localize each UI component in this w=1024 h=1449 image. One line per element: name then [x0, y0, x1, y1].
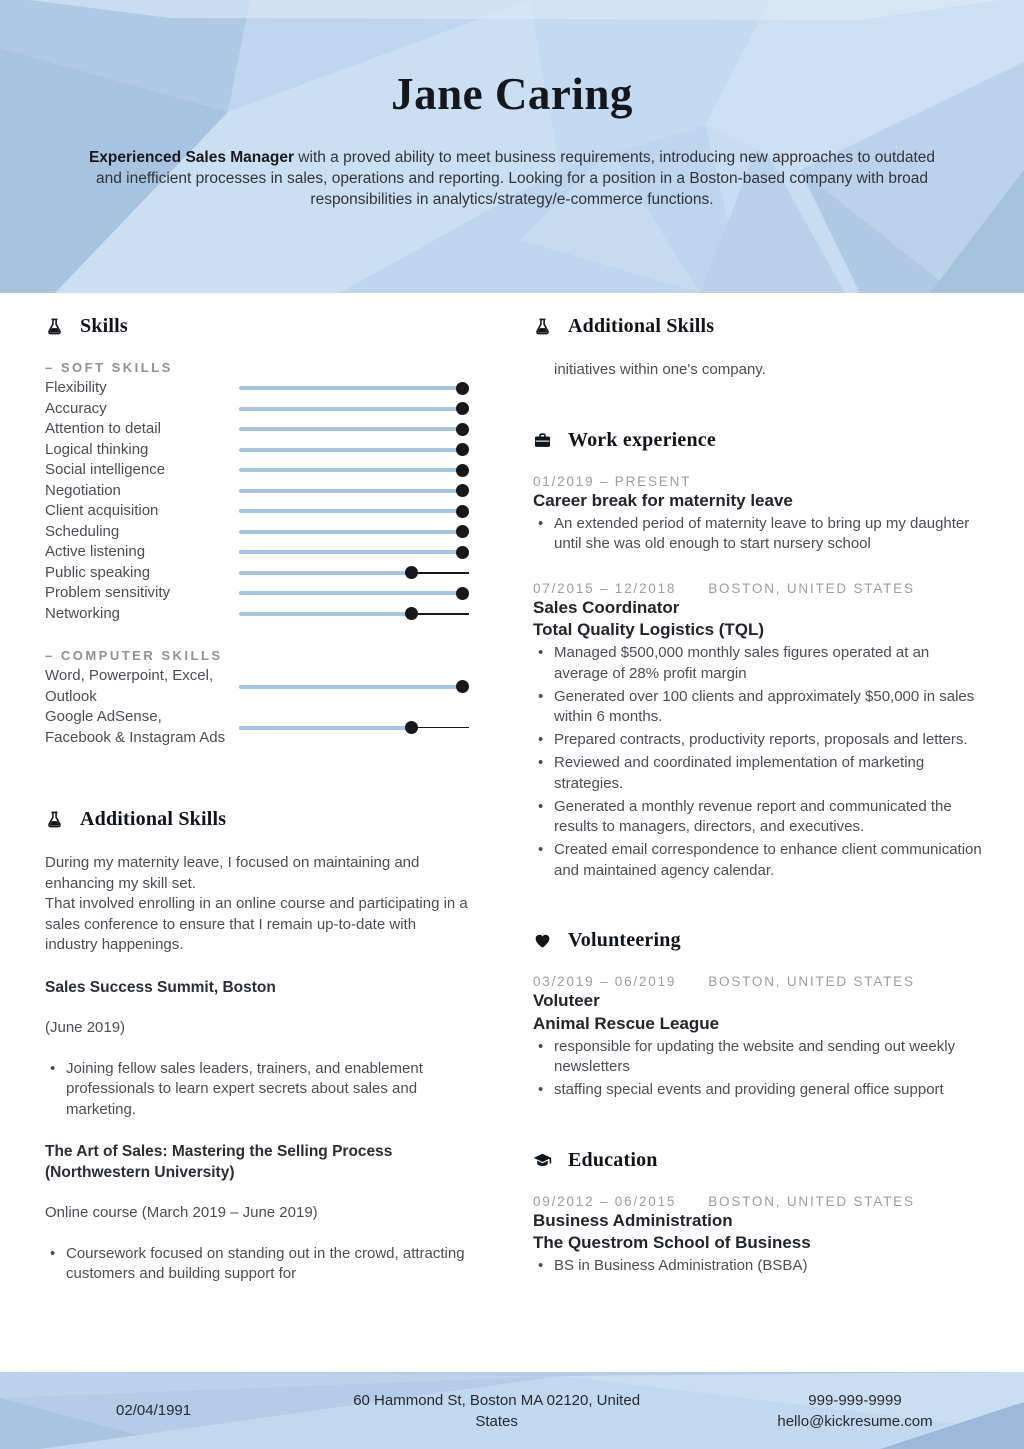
bullet-item: • An extended period of maternity leave to bring up my daughter until she was old enough to start nursery school — [533, 514, 984, 555]
skill-rating-bar — [239, 721, 469, 735]
skill-bar-dot — [456, 680, 469, 693]
volunteering-entries — [533, 974, 984, 1101]
skill-name: Public speaking — [45, 563, 151, 581]
skill-row — [45, 563, 469, 584]
skill-bar-dot — [405, 566, 418, 579]
entry-title: Animal Rescue League — [533, 1013, 720, 1033]
entry-title: Sales Coordinator — [533, 597, 680, 617]
skill-name: Active listening — [45, 543, 146, 560]
bullet-list — [45, 1244, 469, 1285]
skill-bar-fill — [239, 685, 469, 689]
skill-row — [45, 522, 469, 543]
entry-meta — [533, 974, 984, 989]
skill-row — [45, 481, 469, 502]
entry — [533, 1194, 984, 1277]
skill-bar-dot — [456, 423, 469, 436]
skill-name: Negotiation — [45, 481, 121, 499]
work-experience-label: Work experience — [568, 428, 716, 451]
skill-row — [45, 666, 469, 707]
entry-meta — [533, 581, 984, 596]
skill-rating-bar — [239, 402, 469, 416]
page-title: Jane Caring — [391, 69, 633, 119]
entry-date: 09/2012 – 06/2015 — [533, 1193, 677, 1209]
skill-group — [45, 648, 469, 748]
skill-bar-fill — [239, 489, 469, 493]
bullet-list — [45, 1059, 469, 1121]
footer-email: hello@kickresume.com — [777, 1412, 933, 1430]
flask-icon — [45, 317, 64, 336]
entry-title: Total Quality Logistics (TQL) — [533, 620, 765, 639]
course-title: Sales Success Summit, Boston — [45, 978, 276, 996]
skill-bar-dot — [456, 402, 469, 415]
skill-rating-bar — [239, 443, 469, 457]
bullet-item: • Joining fellow sales leaders, trainers, and enablement professionals to learn expert secrets about sales and marketing. — [45, 1059, 469, 1121]
skill-rating-bar — [239, 566, 469, 580]
skill-name: Accuracy — [45, 399, 107, 417]
footer-address — [307, 1390, 686, 1432]
entry-meta — [533, 1194, 984, 1209]
skill-row — [45, 460, 469, 481]
skill-group-label: – COMPUTER SKILLS — [45, 648, 223, 663]
skill-rating-bar — [239, 381, 469, 395]
skill-rating-bar — [239, 422, 469, 436]
additional-skills-intro — [45, 853, 469, 956]
additional-skills-left-heading — [45, 808, 469, 831]
course-subtitle: (June 2019) — [45, 1019, 126, 1036]
section-additional-skills-left — [45, 808, 469, 1285]
skill-row — [45, 419, 469, 440]
skills-groups — [45, 360, 469, 748]
skill-bar-fill — [239, 530, 469, 534]
entry-title: Voluteer — [533, 991, 600, 1010]
volunteering-heading — [533, 929, 984, 952]
section-additional-skills-right — [533, 315, 984, 381]
skill-bar-fill — [239, 407, 469, 411]
entry-meta — [533, 474, 984, 489]
additional-skills-right-label: Additional Skills — [568, 315, 715, 337]
skill-bar-fill — [239, 591, 469, 595]
bullet-item: • responsible for updating the website and sending out weekly newsletters — [533, 1037, 984, 1078]
skill-bar-dot — [456, 525, 469, 538]
footer-address-text: 60 Hammond St, Boston MA 02120, United States — [353, 1391, 641, 1430]
additional-skills-right-heading — [533, 315, 984, 338]
skill-row — [45, 378, 469, 399]
skill-name: Problem sensitivity — [45, 584, 171, 601]
heart-icon — [533, 931, 552, 950]
skill-row — [45, 440, 469, 461]
footer-columns — [0, 1372, 1024, 1449]
bullet-item: • BS in Business Administration (BSBA) — [533, 1256, 984, 1277]
entry-date: 01/2019 – PRESENT — [533, 473, 692, 489]
skill-bar-dot — [456, 382, 469, 395]
footer — [0, 1372, 1024, 1449]
skill-bar-dot — [456, 505, 469, 518]
additional-skills-continuation: initiatives within one's company. — [554, 361, 766, 378]
left-column — [45, 315, 469, 1285]
skill-bar-fill — [239, 509, 469, 513]
bullet-item: • Prepared contracts, productivity reports, proposals and letters. — [533, 730, 984, 751]
skill-rating-bar — [239, 607, 469, 621]
flask-icon — [533, 317, 552, 336]
skill-bar-fill — [239, 550, 469, 554]
skill-row — [45, 399, 469, 420]
bullet-item: • Managed $500,000 monthly sales figures operated at an average of 28% profit margin — [533, 643, 984, 684]
bullet-item: • Created email correspondence to enhance client communication and maintained agency calendar. — [533, 840, 984, 881]
work-entries — [533, 474, 984, 882]
bullet-item: • Reviewed and coordinated implementation of marketing strategies. — [533, 753, 984, 794]
skill-name: Social intelligence — [45, 461, 166, 478]
entry-date: 07/2015 – 12/2018 — [533, 580, 677, 596]
bullet-item: • Generated a monthly revenue report and communicated the results to managers, directors, and executives. — [533, 797, 984, 838]
skill-bar-fill — [239, 468, 469, 472]
content — [0, 293, 1024, 1285]
skill-rating-bar — [239, 463, 469, 477]
skill-bar-rail — [418, 572, 469, 574]
briefcase-icon — [533, 431, 552, 450]
skill-rating-bar — [239, 525, 469, 539]
course-item — [45, 1142, 469, 1285]
education-entries — [533, 1194, 984, 1277]
skill-bar-fill — [239, 726, 418, 730]
skill-bar-rail — [418, 727, 469, 729]
work-experience-heading — [533, 429, 984, 452]
graduation-cap-icon — [533, 1151, 552, 1170]
intro-line: During my maternity leave, I focused on maintaining and enhancing my skill set. — [45, 854, 420, 892]
skill-name: Google AdSense, Facebook & Instagram Ads — [45, 708, 226, 746]
skills-heading-label: Skills — [80, 315, 128, 337]
skill-name: Flexibility — [45, 379, 107, 396]
summary-highlight: Experienced Sales Manager — [88, 149, 294, 166]
skill-bar-fill — [239, 448, 469, 452]
skill-rating-bar — [239, 545, 469, 559]
course-list — [45, 978, 469, 1285]
right-column — [533, 315, 984, 1285]
skill-bar-dot — [456, 546, 469, 559]
education-label: Education — [568, 1148, 658, 1171]
bullet-list — [533, 1037, 984, 1101]
flask-icon — [45, 810, 64, 829]
bullet-item: • Generated over 100 clients and approximately $50,000 in sales within 6 months. — [533, 687, 984, 728]
header — [0, 0, 1024, 293]
skill-bar-dot — [405, 721, 418, 734]
skill-rating-bar — [239, 484, 469, 498]
skill-name: Attention to detail — [45, 420, 161, 437]
section-skills — [45, 315, 469, 748]
entry-title: Business Administration — [533, 1210, 733, 1230]
course-item — [45, 978, 469, 1121]
footer-date-of-birth: 02/04/1991 — [116, 1402, 192, 1419]
skill-row — [45, 707, 469, 748]
additional-skills-left-label: Additional Skills — [80, 808, 227, 830]
bullet-list — [533, 643, 984, 881]
skill-row — [45, 542, 469, 563]
skill-bar-dot — [456, 587, 469, 600]
skill-name: Scheduling — [45, 522, 120, 540]
footer-contact — [686, 1390, 1024, 1432]
skills-heading — [45, 315, 469, 338]
entry-title: The Questrom School of Business — [533, 1233, 811, 1252]
skill-bar-fill — [239, 386, 469, 390]
bullet-list — [533, 514, 984, 555]
skill-group — [45, 360, 469, 624]
skill-row — [45, 501, 469, 522]
skill-name: Client acquisition — [45, 502, 159, 519]
entry-title: Career break for maternity leave — [533, 490, 793, 510]
entry-location: BOSTON, UNITED STATES — [708, 974, 915, 989]
skill-name: Networking — [45, 604, 121, 622]
entry — [533, 581, 984, 882]
summary — [83, 147, 941, 210]
section-education — [533, 1149, 984, 1277]
skill-name: Word, Powerpoint, Excel, Outlook — [45, 667, 214, 705]
course-subtitle: Online course (March 2019 – June 2019) — [45, 1204, 318, 1221]
summary-rest: with a proved ability to meet business requirements, introducing new approaches to outdated and inefficient processes in sales, operations and reporting. Looking for a position in a Boston-based company with broad responsibilities in analytics/strategy/e-commerce functions. — [95, 149, 936, 208]
footer-phone: 999-999-9999 — [808, 1391, 902, 1409]
skill-group-label: – SOFT SKILLS — [45, 360, 173, 375]
course-title: The Art of Sales: Mastering the Selling Process (Northwestern University) — [45, 1143, 393, 1181]
skill-name: Logical thinking — [45, 440, 149, 458]
intro-line: That involved enrolling in an online course and participating in a sales conference to ensure that I remain up-to-date with industry happenings. — [45, 895, 468, 953]
skill-bar-fill — [239, 612, 418, 616]
skill-row — [45, 604, 469, 625]
skill-bar-fill — [239, 427, 469, 431]
volunteering-label: Volunteering — [568, 929, 681, 951]
entry — [533, 974, 984, 1101]
skill-rating-bar — [239, 680, 469, 694]
skill-bar-dot — [456, 464, 469, 477]
skill-rating-bar — [239, 504, 469, 518]
skill-bar-dot — [456, 484, 469, 497]
education-heading — [533, 1149, 984, 1172]
entry-date: 03/2019 – 06/2019 — [533, 974, 677, 989]
entry — [533, 474, 984, 555]
section-volunteering — [533, 929, 984, 1101]
section-work-experience — [533, 429, 984, 882]
entry-location: BOSTON, UNITED STATES — [708, 580, 915, 596]
skill-bar-dot — [405, 607, 418, 620]
entry-location: BOSTON, UNITED STATES — [708, 1193, 915, 1209]
skill-row — [45, 583, 469, 604]
bullet-item: • Coursework focused on standing out in the crowd, attracting customers and building support for — [45, 1244, 469, 1285]
skill-bar-rail — [418, 613, 469, 615]
skill-bar-fill — [239, 571, 418, 575]
skill-bar-dot — [456, 443, 469, 456]
bullet-list — [533, 1256, 984, 1277]
bullet-item: • staffing special events and providing general office support — [533, 1080, 984, 1101]
skill-rating-bar — [239, 586, 469, 600]
